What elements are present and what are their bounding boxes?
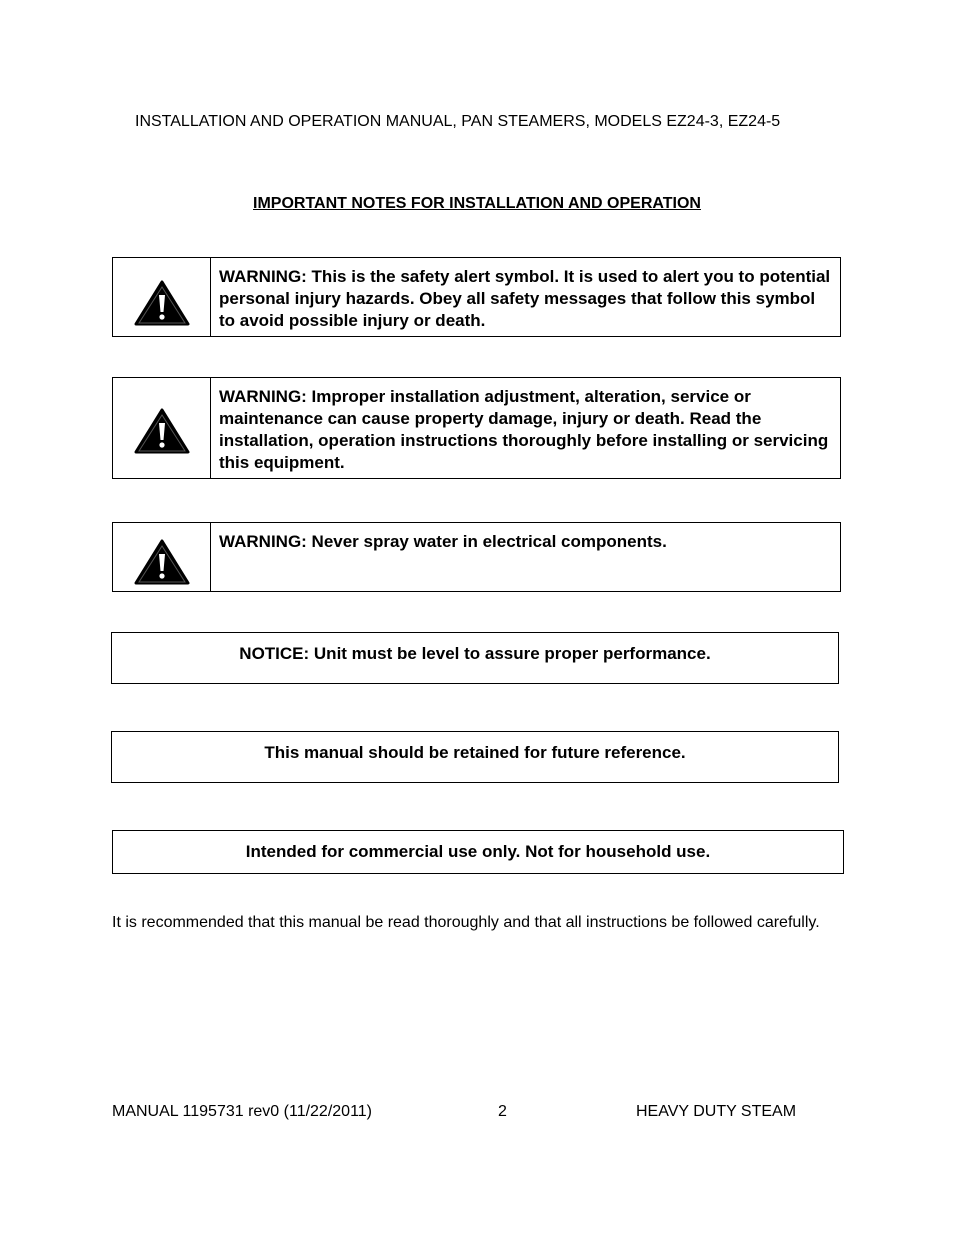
footer-manual-id: MANUAL 1195731 rev0 (11/22/2011) [112,1103,373,1120]
warning-icon-cell [113,378,211,478]
warning-icon-cell [113,523,211,591]
warning-icon-cell [113,258,211,336]
notice-box-3 [112,830,844,874]
warning-box-2 [112,377,841,479]
safety-alert-triangle-icon [133,406,191,456]
footer-page-number: 2 [498,1103,507,1120]
safety-alert-triangle-icon [133,278,191,328]
footer-brand: HEAVY DUTY STEAM [636,1103,797,1120]
warning-text: WARNING: Improper installation adjustment, alteration, service or maintenance can cause property damage, injury or death. Read the installation, operation instructions thoroughly before installing or servicing this equipment. [219,387,829,472]
warning-text: WARNING: Never spray water in electrical components. [219,532,667,551]
notice-text: NOTICE: Unit must be level to assure proper performance. [239,644,711,663]
notice-text: Intended for commercial use only. Not for household use. [245,842,711,861]
warning-box-1 [112,257,841,337]
notice-box-2 [111,731,839,783]
section-title [0,195,954,213]
safety-alert-triangle-icon [133,537,191,587]
body-paragraph: It is recommended that this manual be read thoroughly and that all instructions be followed carefully. [112,914,820,931]
notice-box-1 [111,632,839,684]
notice-text: This manual should be retained for future reference. [264,743,686,762]
page-header: INSTALLATION AND OPERATION MANUAL, PAN STEAMERS, MODELS EZ24-3, EZ24-5 [135,113,781,130]
warning-text: WARNING: This is the safety alert symbol. It is used to alert you to potential personal injury hazards. Obey all safety messages that follow this symbol to avoid possible injury or death. [219,267,831,330]
warning-box-3 [112,522,841,592]
section-title-text: IMPORTANT NOTES FOR INSTALLATION AND OPERATION [253,195,701,212]
